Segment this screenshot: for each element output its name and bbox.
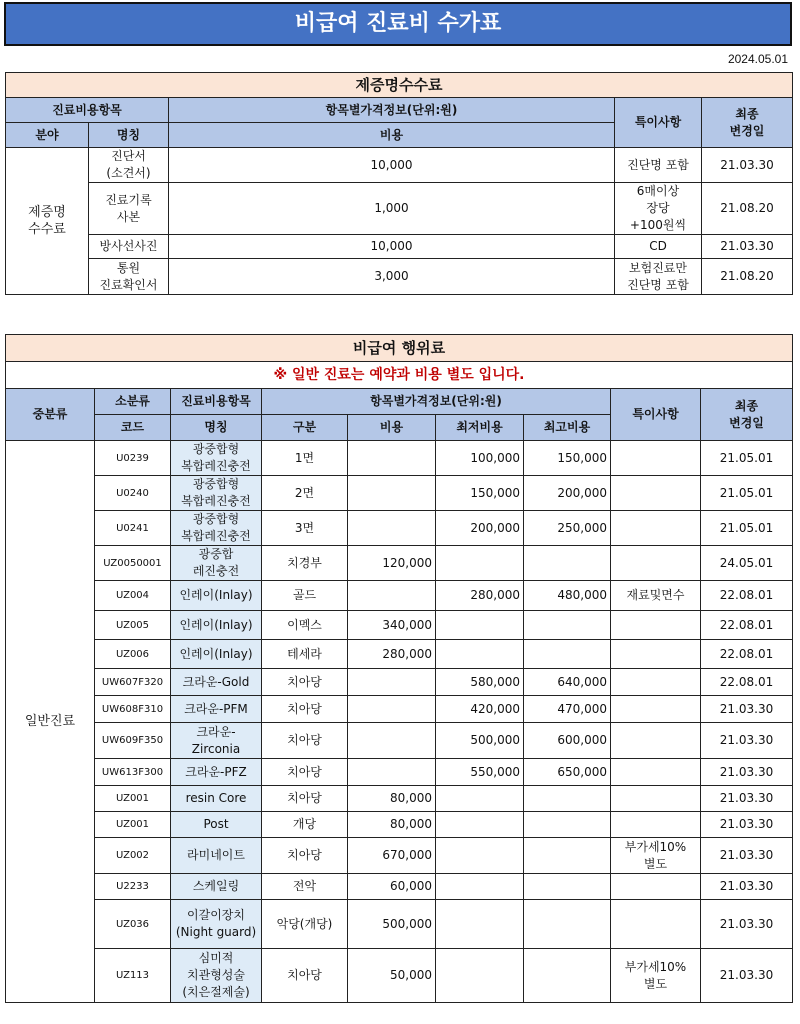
item-date: 21.03.30 bbox=[701, 696, 793, 723]
item-min-cost bbox=[436, 786, 524, 812]
table-row bbox=[6, 759, 793, 786]
item-cost bbox=[348, 441, 436, 476]
table-row bbox=[6, 838, 793, 874]
item-note bbox=[611, 476, 701, 511]
item-code: U2233 bbox=[95, 874, 171, 900]
item-cost: 670,000 bbox=[348, 838, 436, 874]
item-code: U0239 bbox=[95, 441, 171, 476]
item-date: 21.03.30 bbox=[701, 812, 793, 838]
category-cell: 제증명 수수료 bbox=[6, 148, 89, 295]
item-cost bbox=[348, 511, 436, 546]
item-date: 21.03.30 bbox=[702, 148, 793, 183]
item-code: UZ006 bbox=[95, 640, 171, 669]
item-max-cost: 640,000 bbox=[524, 669, 611, 696]
item-note: 진단명 포함 bbox=[615, 148, 702, 183]
header-price-info: 항목별가격정보(단위:원) bbox=[262, 389, 611, 415]
item-code: U0241 bbox=[95, 511, 171, 546]
item-date: 21.08.20 bbox=[702, 183, 793, 235]
header-notes: 특이사항 bbox=[615, 98, 702, 148]
item-date: 21.05.01 bbox=[701, 476, 793, 511]
item-name: 인레이(Inlay) bbox=[171, 611, 262, 640]
item-note: 6매이상 장당 +100원씩 bbox=[615, 183, 702, 235]
item-max-cost bbox=[524, 546, 611, 581]
item-cost bbox=[348, 581, 436, 611]
item-date: 21.08.20 bbox=[702, 259, 793, 295]
header-last-changed: 최종 변경일 bbox=[702, 98, 793, 148]
item-date: 21.03.30 bbox=[701, 786, 793, 812]
item-code: UW608F310 bbox=[95, 696, 171, 723]
item-date: 21.03.30 bbox=[701, 874, 793, 900]
item-max-cost: 150,000 bbox=[524, 441, 611, 476]
item-max-cost bbox=[524, 949, 611, 1003]
item-note bbox=[611, 786, 701, 812]
header-category: 분야 bbox=[6, 123, 89, 148]
item-note bbox=[611, 759, 701, 786]
item-min-cost bbox=[436, 900, 524, 949]
item-note: 부가세10% 별도 bbox=[611, 838, 701, 874]
item-note bbox=[611, 874, 701, 900]
header-item-group: 진료비용항목 bbox=[6, 98, 169, 123]
item-name: 심미적 치관형성술 (치은절제술) bbox=[171, 949, 262, 1003]
item-code: UZ004 bbox=[95, 581, 171, 611]
item-min-cost: 100,000 bbox=[436, 441, 524, 476]
item-min-cost bbox=[436, 874, 524, 900]
table-row bbox=[6, 786, 793, 812]
item-cost: 80,000 bbox=[348, 786, 436, 812]
item-cost: 10,000 bbox=[169, 235, 615, 259]
item-code: UZ0050001 bbox=[95, 546, 171, 581]
item-min-cost bbox=[436, 812, 524, 838]
table-row bbox=[6, 259, 793, 295]
header-item-group: 진료비용항목 bbox=[171, 389, 262, 415]
category-cell: 일반진료 bbox=[6, 441, 95, 1003]
item-type: 치아당 bbox=[262, 723, 348, 759]
header-last-changed: 최종 변경일 bbox=[701, 389, 793, 441]
item-cost: 50,000 bbox=[348, 949, 436, 1003]
item-date: 22.08.01 bbox=[701, 669, 793, 696]
section-title: 비급여 행위료 bbox=[6, 335, 793, 362]
item-note bbox=[611, 669, 701, 696]
item-cost: 280,000 bbox=[348, 640, 436, 669]
item-date: 21.03.30 bbox=[701, 949, 793, 1003]
table-row bbox=[6, 476, 793, 511]
item-max-cost bbox=[524, 786, 611, 812]
item-note bbox=[611, 441, 701, 476]
item-type: 치아당 bbox=[262, 949, 348, 1003]
item-name: 크라운-PFZ bbox=[171, 759, 262, 786]
item-code: UZ036 bbox=[95, 900, 171, 949]
header-name: 명칭 bbox=[171, 415, 262, 441]
table-row bbox=[6, 812, 793, 838]
item-type: 개당 bbox=[262, 812, 348, 838]
item-note: 부가세10% 별도 bbox=[611, 949, 701, 1003]
item-note bbox=[611, 900, 701, 949]
item-cost bbox=[348, 723, 436, 759]
item-type: 2면 bbox=[262, 476, 348, 511]
table-row bbox=[6, 723, 793, 759]
item-name: 인레이(Inlay) bbox=[171, 640, 262, 669]
item-max-cost bbox=[524, 611, 611, 640]
item-note bbox=[611, 546, 701, 581]
item-cost: 80,000 bbox=[348, 812, 436, 838]
header-max-cost: 최고비용 bbox=[524, 415, 611, 441]
item-name: 라미네이트 bbox=[171, 838, 262, 874]
item-max-cost: 250,000 bbox=[524, 511, 611, 546]
item-code: UZ001 bbox=[95, 812, 171, 838]
header-code: 코드 bbox=[95, 415, 171, 441]
table-row bbox=[6, 669, 793, 696]
item-max-cost: 470,000 bbox=[524, 696, 611, 723]
page-title: 비급여 진료비 수가표 bbox=[4, 2, 792, 46]
item-code: UZ002 bbox=[95, 838, 171, 874]
item-cost bbox=[348, 476, 436, 511]
item-note bbox=[611, 611, 701, 640]
item-note: 보험진료만 진단명 포함 bbox=[615, 259, 702, 295]
item-date: 21.03.30 bbox=[702, 235, 793, 259]
item-name: resin Core bbox=[171, 786, 262, 812]
item-cost: 60,000 bbox=[348, 874, 436, 900]
item-type: 이멕스 bbox=[262, 611, 348, 640]
item-name: 인레이(Inlay) bbox=[171, 581, 262, 611]
header-name: 명칭 bbox=[89, 123, 169, 148]
item-max-cost bbox=[524, 812, 611, 838]
header-notes: 특이사항 bbox=[611, 389, 701, 441]
item-min-cost bbox=[436, 611, 524, 640]
item-note bbox=[611, 640, 701, 669]
item-name: 광중합 레진충전 bbox=[171, 546, 262, 581]
item-date: 22.08.01 bbox=[701, 640, 793, 669]
item-min-cost bbox=[436, 949, 524, 1003]
certificate-fee-table bbox=[5, 72, 793, 295]
item-name: 방사선사진 bbox=[89, 235, 169, 259]
table-row bbox=[6, 900, 793, 949]
item-name: 광중합형 복합레진충전 bbox=[171, 441, 262, 476]
item-min-cost: 580,000 bbox=[436, 669, 524, 696]
item-code: UZ113 bbox=[95, 949, 171, 1003]
item-cost bbox=[348, 696, 436, 723]
item-type: 치아당 bbox=[262, 759, 348, 786]
item-date: 21.03.30 bbox=[701, 900, 793, 949]
item-min-cost bbox=[436, 838, 524, 874]
item-max-cost: 200,000 bbox=[524, 476, 611, 511]
item-note bbox=[611, 723, 701, 759]
table-row bbox=[6, 511, 793, 546]
item-name: 이갈이장치 (Night guard) bbox=[171, 900, 262, 949]
item-code: UW609F350 bbox=[95, 723, 171, 759]
table-row bbox=[6, 611, 793, 640]
table-row bbox=[6, 546, 793, 581]
item-name: 크라운-PFM bbox=[171, 696, 262, 723]
item-min-cost bbox=[436, 640, 524, 669]
item-name: 광중합형 복합레진충전 bbox=[171, 511, 262, 546]
item-type: 치경부 bbox=[262, 546, 348, 581]
item-name: 통원 진료확인서 bbox=[89, 259, 169, 295]
item-type: 치아당 bbox=[262, 786, 348, 812]
item-min-cost bbox=[436, 546, 524, 581]
item-max-cost bbox=[524, 874, 611, 900]
item-code: UW613F300 bbox=[95, 759, 171, 786]
item-note bbox=[611, 511, 701, 546]
item-type: 3면 bbox=[262, 511, 348, 546]
item-date: 21.05.01 bbox=[701, 441, 793, 476]
item-type: 골드 bbox=[262, 581, 348, 611]
item-min-cost: 550,000 bbox=[436, 759, 524, 786]
table-row bbox=[6, 183, 793, 235]
header-type: 구분 bbox=[262, 415, 348, 441]
header-min-cost: 최저비용 bbox=[436, 415, 524, 441]
item-min-cost: 280,000 bbox=[436, 581, 524, 611]
item-date: 21.03.30 bbox=[701, 723, 793, 759]
item-date: 21.05.01 bbox=[701, 511, 793, 546]
table-row bbox=[6, 148, 793, 183]
section-title: 제증명수수료 bbox=[6, 73, 793, 98]
item-max-cost bbox=[524, 838, 611, 874]
item-cost: 340,000 bbox=[348, 611, 436, 640]
item-name: 크라운- Zirconia bbox=[171, 723, 262, 759]
item-min-cost: 500,000 bbox=[436, 723, 524, 759]
item-min-cost: 420,000 bbox=[436, 696, 524, 723]
item-max-cost: 650,000 bbox=[524, 759, 611, 786]
item-cost bbox=[348, 669, 436, 696]
header-mid-category: 중분류 bbox=[6, 389, 95, 441]
document-date: 2024.05.01 bbox=[727, 52, 788, 66]
table-row bbox=[6, 874, 793, 900]
item-cost: 120,000 bbox=[348, 546, 436, 581]
item-max-cost: 480,000 bbox=[524, 581, 611, 611]
item-min-cost: 150,000 bbox=[436, 476, 524, 511]
item-date: 24.05.01 bbox=[701, 546, 793, 581]
item-type: 1면 bbox=[262, 441, 348, 476]
item-name: Post bbox=[171, 812, 262, 838]
item-note bbox=[611, 812, 701, 838]
header-price-info: 항목별가격정보(단위:원) bbox=[169, 98, 615, 123]
item-type: 치아당 bbox=[262, 669, 348, 696]
table-row bbox=[6, 640, 793, 669]
item-code: U0240 bbox=[95, 476, 171, 511]
table-row bbox=[6, 696, 793, 723]
item-date: 21.03.30 bbox=[701, 759, 793, 786]
item-name: 스케일링 bbox=[171, 874, 262, 900]
item-type: 테세라 bbox=[262, 640, 348, 669]
item-date: 22.08.01 bbox=[701, 581, 793, 611]
item-name: 광중합형 복합레진충전 bbox=[171, 476, 262, 511]
item-code: UZ005 bbox=[95, 611, 171, 640]
item-name: 진료기록 사본 bbox=[89, 183, 169, 235]
table-row bbox=[6, 235, 793, 259]
item-date: 21.03.30 bbox=[701, 838, 793, 874]
item-name: 크라운-Gold bbox=[171, 669, 262, 696]
item-min-cost: 200,000 bbox=[436, 511, 524, 546]
item-note: CD bbox=[615, 235, 702, 259]
item-code: UZ001 bbox=[95, 786, 171, 812]
item-code: UW607F320 bbox=[95, 669, 171, 696]
item-cost: 1,000 bbox=[169, 183, 615, 235]
item-cost: 3,000 bbox=[169, 259, 615, 295]
item-type: 전악 bbox=[262, 874, 348, 900]
item-max-cost bbox=[524, 640, 611, 669]
item-name: 진단서 (소견서) bbox=[89, 148, 169, 183]
item-max-cost bbox=[524, 900, 611, 949]
item-note bbox=[611, 696, 701, 723]
item-cost: 10,000 bbox=[169, 148, 615, 183]
item-max-cost: 600,000 bbox=[524, 723, 611, 759]
table-row bbox=[6, 949, 793, 1003]
notice-text: ※ 일반 진료는 예약과 비용 별도 입니다. bbox=[6, 362, 793, 389]
item-type: 악당(개당) bbox=[262, 900, 348, 949]
item-type: 치아당 bbox=[262, 696, 348, 723]
header-sub-category: 소분류 bbox=[95, 389, 171, 415]
table-row bbox=[6, 441, 793, 476]
item-note: 재료및면수 bbox=[611, 581, 701, 611]
header-cost: 비용 bbox=[169, 123, 615, 148]
table-row bbox=[6, 581, 793, 611]
item-date: 22.08.01 bbox=[701, 611, 793, 640]
item-cost bbox=[348, 759, 436, 786]
item-type: 치아당 bbox=[262, 838, 348, 874]
item-cost: 500,000 bbox=[348, 900, 436, 949]
procedure-fee-table bbox=[5, 334, 793, 1003]
header-cost: 비용 bbox=[348, 415, 436, 441]
